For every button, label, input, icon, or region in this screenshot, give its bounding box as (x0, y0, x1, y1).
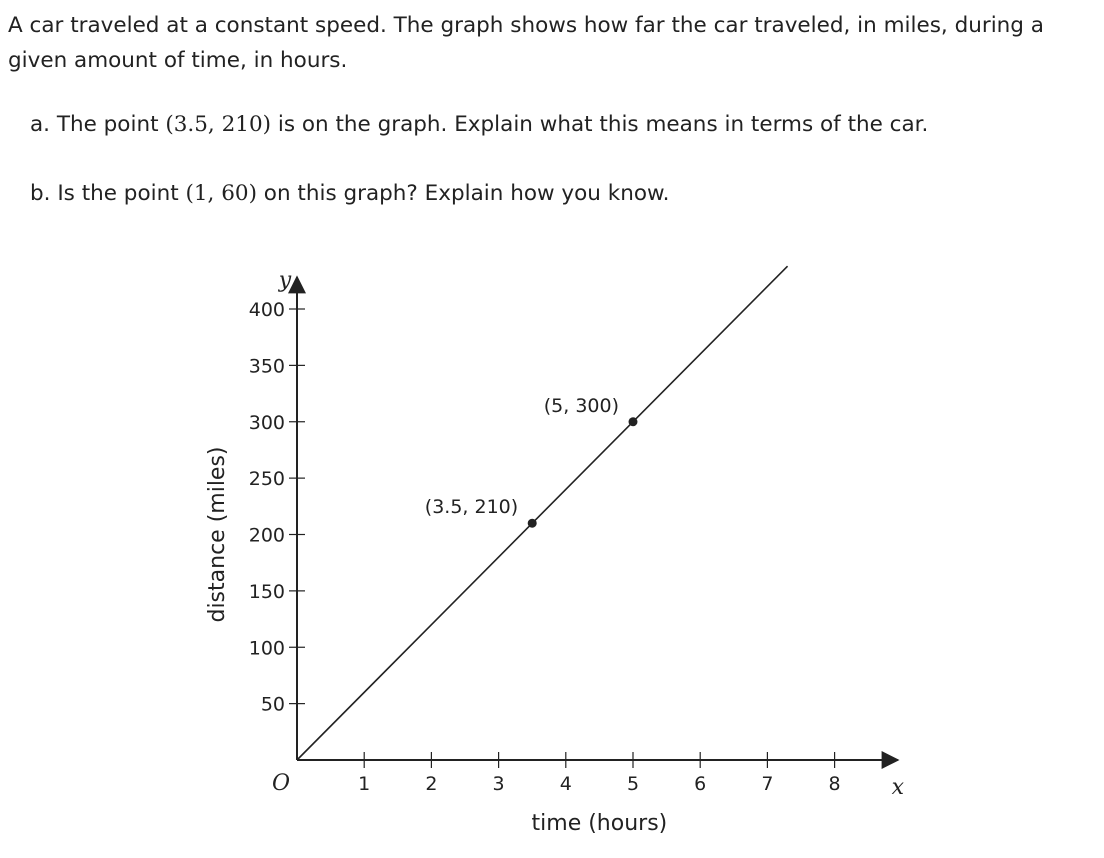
x-variable-label: x (891, 775, 905, 800)
x-tick-label: 4 (559, 773, 572, 795)
x-tick-label: 8 (828, 773, 841, 795)
part-a-prefix: a. The point (30, 112, 166, 137)
part-b-suffix: on this graph? Explain how you know. (256, 181, 670, 206)
y-variable-label: y (278, 268, 292, 294)
part-a-point: (3.5, 210) (165, 112, 272, 137)
y-tick-label: 400 (248, 299, 285, 321)
y-tick-label: 100 (248, 637, 285, 660)
y-axis-title: distance (miles) (205, 446, 230, 623)
x-tick-label: 2 (425, 773, 438, 795)
y-tick-label: 50 (260, 693, 285, 716)
x-tick-label: 1 (358, 773, 371, 795)
y-tick-label: 250 (248, 468, 285, 491)
y-tick-label: 300 (248, 411, 285, 434)
series-line (297, 266, 788, 760)
data-point-label: (5, 300) (543, 394, 619, 417)
x-tick-label: 6 (694, 773, 707, 795)
data-point (629, 417, 638, 426)
data-point (528, 519, 537, 528)
x-tick-label: 5 (626, 773, 640, 795)
origin-label: O (271, 771, 291, 796)
data-point-label: (3.5, 210) (424, 496, 519, 519)
y-tick-label: 350 (248, 355, 285, 378)
x-axis-title: time (hours) (531, 811, 668, 836)
part-b-point: (1, 60) (185, 181, 257, 206)
problem-intro: A car traveled at a constant speed. The graph shows how far the car traveled, in miles, during a given amount of time, in hours. (8, 13, 1044, 73)
part-a-suffix: is on the graph. Explain what this means in terms of the car. (271, 112, 929, 137)
x-tick-label: 7 (761, 773, 774, 795)
x-tick-label: 3 (492, 773, 505, 795)
part-b-prefix: b. Is the point (30, 181, 186, 206)
y-tick-label: 200 (248, 524, 285, 547)
y-tick-label: 150 (248, 580, 285, 603)
